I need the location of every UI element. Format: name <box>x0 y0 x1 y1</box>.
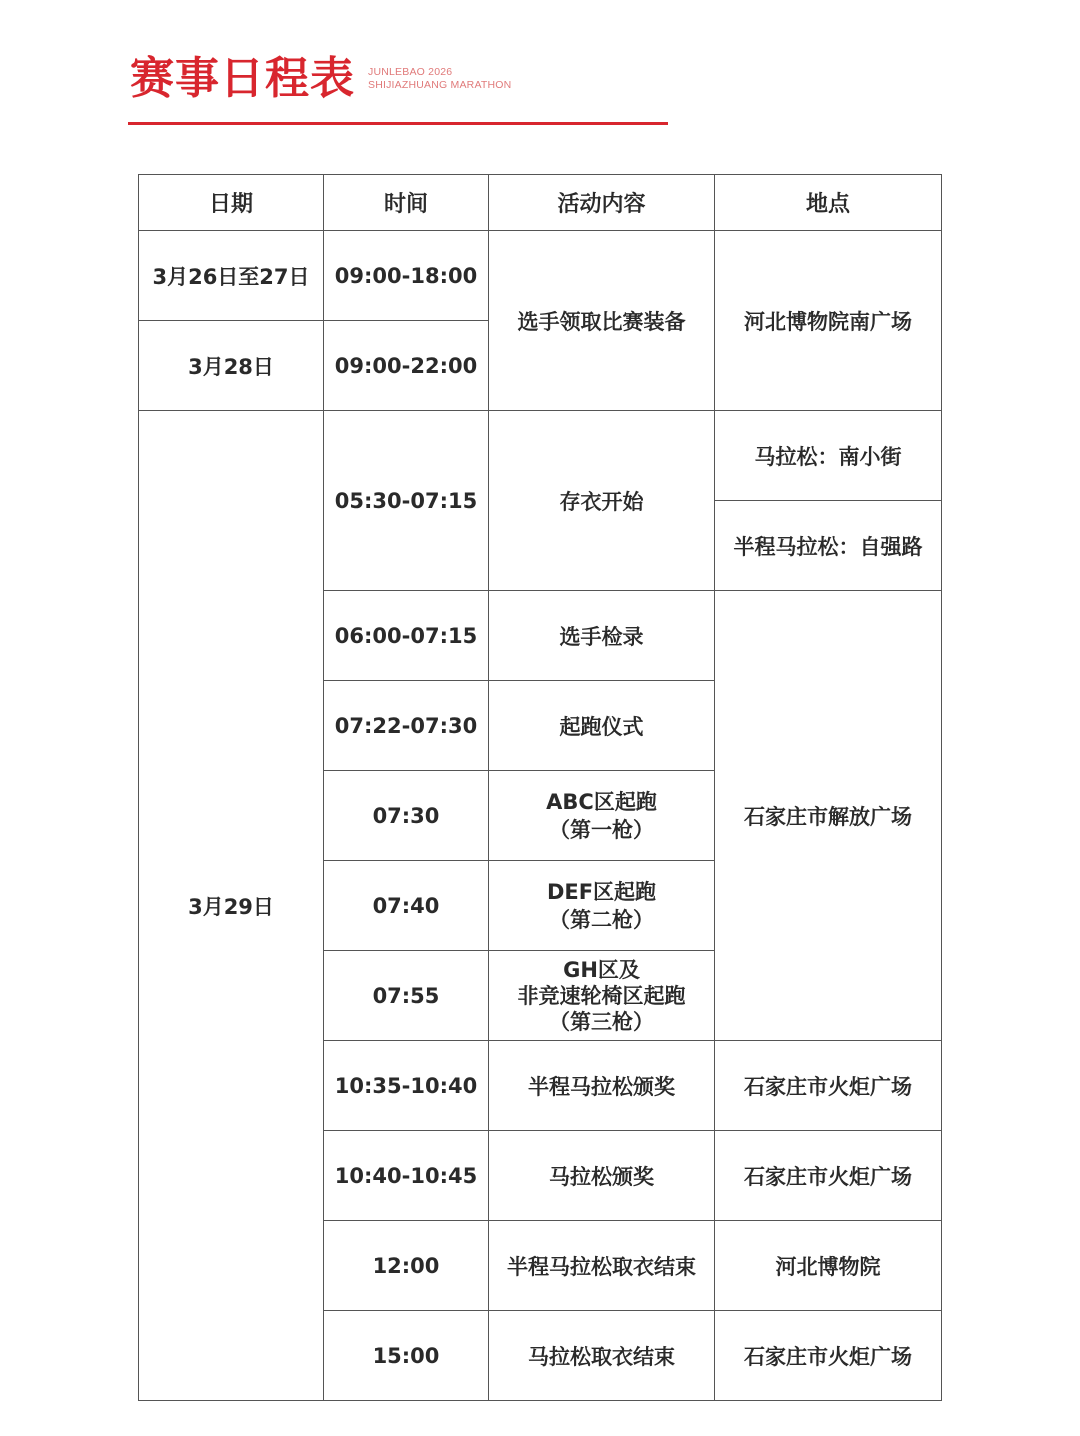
header-time: 时间 <box>324 175 489 231</box>
activity-line: （第二枪） <box>549 907 654 932</box>
date-cell: 3月28日 <box>139 321 324 411</box>
activity-cell: 马拉松取衣结束 <box>489 1311 715 1401</box>
activity-cell: 选手检录 <box>489 591 715 681</box>
activity-cell: 半程马拉松颁奖 <box>489 1041 715 1131</box>
location-cell: 河北博物院南广场 <box>715 231 942 411</box>
location-cell: 石家庄市火炬广场 <box>715 1311 942 1401</box>
location-cell: 半程马拉松：自强路 <box>715 501 942 591</box>
event-subtitle <box>368 66 511 92</box>
activity-cell: 半程马拉松取衣结束 <box>489 1221 715 1311</box>
subtitle-line-1: JUNLEBAO 2026 <box>368 66 453 78</box>
table-row <box>139 231 942 321</box>
page-header <box>128 52 668 127</box>
activity-line: 非竞速轮椅区起跑 <box>517 983 686 1008</box>
time-cell: 10:35-10:40 <box>324 1041 489 1131</box>
header-location: 地点 <box>715 175 942 231</box>
location-cell: 马拉松：南小街 <box>715 411 942 501</box>
time-cell: 05:30-07:15 <box>324 411 489 591</box>
time-cell: 09:00-22:00 <box>324 321 489 411</box>
table-header-row <box>139 175 942 231</box>
activity-cell <box>489 951 715 1041</box>
activity-line: （第一枪） <box>549 817 654 842</box>
activity-cell <box>489 861 715 951</box>
activity-cell: 马拉松颁奖 <box>489 1131 715 1221</box>
time-cell: 15:00 <box>324 1311 489 1401</box>
header-activity: 活动内容 <box>489 175 715 231</box>
time-cell: 10:40-10:45 <box>324 1131 489 1221</box>
activity-line: GH区及 <box>563 957 640 982</box>
time-cell: 12:00 <box>324 1221 489 1311</box>
time-cell: 07:30 <box>324 771 489 861</box>
activity-cell: 选手领取比赛装备 <box>489 231 715 411</box>
subtitle-line-2: SHIJIAZHUANG MARATHON <box>368 79 512 91</box>
time-cell: 07:22-07:30 <box>324 681 489 771</box>
page-title: 赛事日程表 <box>130 53 355 104</box>
location-cell: 石家庄市解放广场 <box>715 591 942 1041</box>
header-date: 日期 <box>139 175 324 231</box>
activity-cell: 起跑仪式 <box>489 681 715 771</box>
activity-cell <box>489 771 715 861</box>
activity-cell: 存衣开始 <box>489 411 715 591</box>
title-underline <box>128 122 668 125</box>
location-cell: 石家庄市火炬广场 <box>715 1131 942 1221</box>
activity-line: DEF区起跑 <box>546 879 657 904</box>
activity-line: ABC区起跑 <box>546 789 657 814</box>
schedule-table <box>138 174 942 1401</box>
time-cell: 09:00-18:00 <box>324 231 489 321</box>
time-cell: 07:55 <box>324 951 489 1041</box>
date-cell: 3月26日至27日 <box>139 231 324 321</box>
location-cell: 河北博物院 <box>715 1221 942 1311</box>
time-cell: 07:40 <box>324 861 489 951</box>
location-cell: 石家庄市火炬广场 <box>715 1041 942 1131</box>
activity-line: （第三枪） <box>549 1009 654 1034</box>
time-cell: 06:00-07:15 <box>324 591 489 681</box>
table-row <box>139 411 942 501</box>
date-cell: 3月29日 <box>139 411 324 1401</box>
